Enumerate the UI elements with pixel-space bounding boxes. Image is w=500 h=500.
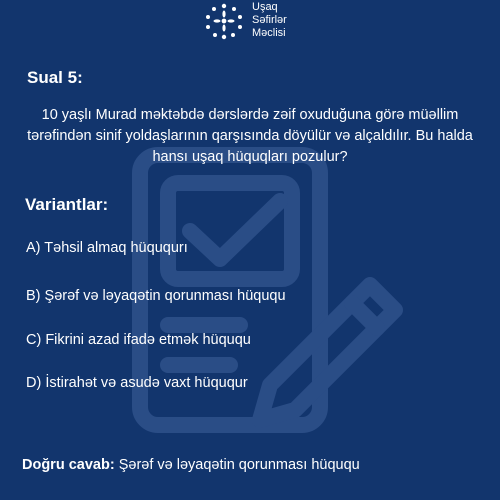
brand-line-3: Məclisi (252, 27, 286, 39)
star-burst-logo-icon (202, 2, 246, 40)
brand-name (252, 1, 287, 40)
question-text: 10 yaşlı Murad məktəbdə dərslərdə zəif oxuduğuna görə müəllim tərəfindən sinif yoldaşlarının qarşısında döyülür və alçaldılır. Bu halda hansı uşaq hüquqları pozulur? (27, 107, 473, 165)
variants-title: Variantlar: (25, 195, 109, 214)
brand-line-1: Uşaq (252, 1, 278, 13)
option-d: D) İstirahət və asudə vaxt hüququr (26, 375, 248, 391)
correct-answer (22, 457, 360, 473)
brand-logo (200, 0, 310, 44)
question-title: Sual 5: (27, 68, 83, 87)
option-b: B) Şərəf və ləyaqətin qorunması hüququ (26, 288, 286, 304)
correct-answer-label: Doğru cavab: (22, 457, 115, 473)
brand-line-2: Səfirlər (252, 14, 287, 26)
option-a: A) Təhsil almaq hüququrı (26, 240, 188, 256)
option-c: C) Fikrini azad ifadə etmək hüququ (26, 332, 251, 348)
correct-answer-text: Şərəf və ləyaqətin qorunması hüququ (118, 457, 360, 473)
